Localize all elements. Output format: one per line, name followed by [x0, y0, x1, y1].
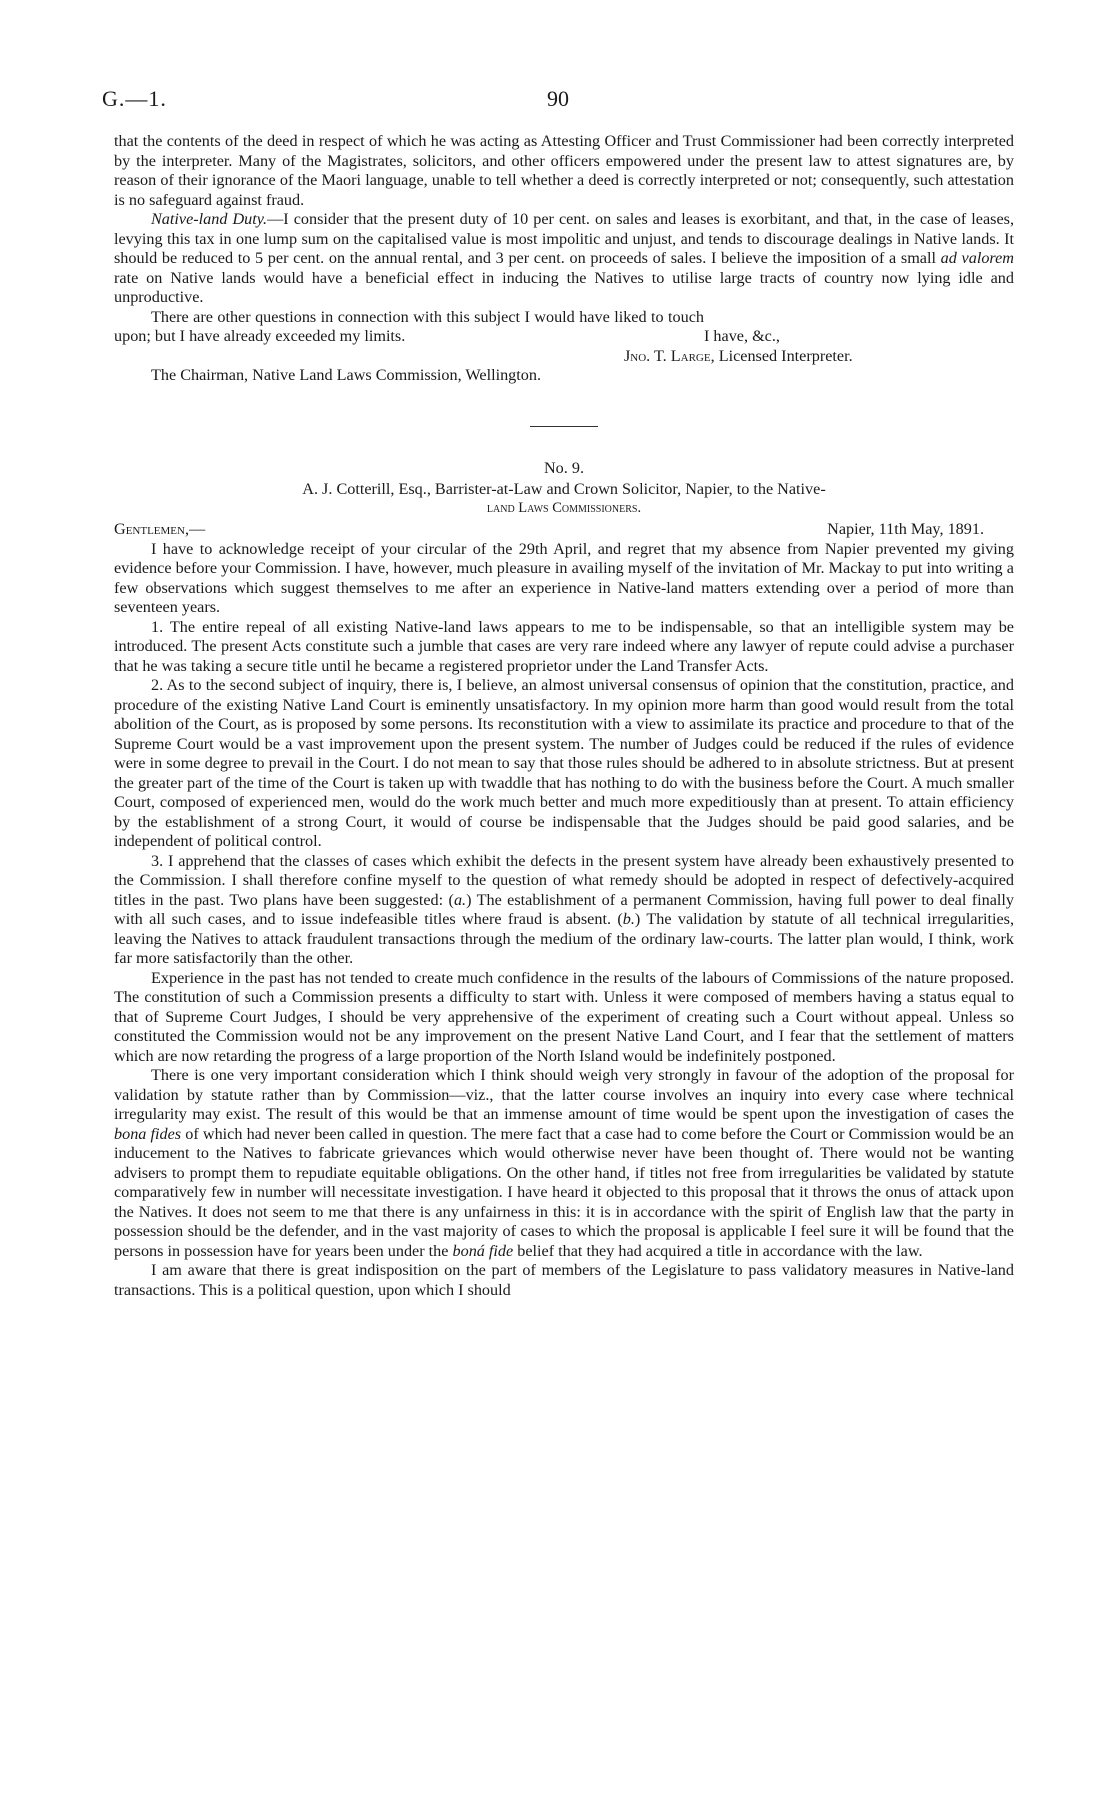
letter-paragraph-6	[114, 1066, 1014, 1261]
letter-paragraph-2: 1. The entire repeal of all existing Native-land laws appears to me to be indispensable, so that an intelligible system may be introduced. The present Acts constitute such a jumble that cases are very rare indeed where any lawyer of repute could advise a purchaser that he was taking a secure title until he became a registered proprietor under the Land Transfer Acts.	[114, 617, 1014, 675]
letter-title-line-2: land Laws Commissioners.	[486, 500, 642, 516]
p4-italic-b: b.	[622, 910, 635, 928]
other-questions-paragraph: There are other questions in connection with this subject I would have liked to touch upon; but I have already exceeded my limits.	[114, 307, 704, 345]
letter-paragraph-4	[114, 852, 1014, 969]
letter-number: No. 9.	[543, 458, 585, 477]
p6-italic-bona-fide: boná fide	[452, 1241, 514, 1260]
letter-paragraph-5: Experience in the past has not tended to create much confidence in the results of the labours of Commissions of the nature proposed. The constitution of such a Commission presents a difficulty to start with. Unless it were composed of members having a status equal to that of Supreme Court Judges, I should be very apprehensive of the experiment of creating such a Court without appeal. Unless so constituted the Commission would not be any improvement on the present Native Land Court, and I fear that the settlement of matters which are now retarding the progress of a large proportion of the North Island would be indefinitely postponed.	[114, 968, 1014, 1065]
p6-text-2: of which had never been called in question. The mere fact that a case had to come before the Court or Commission would be an inducement to the Natives to fabricate grievances which would otherwise never have been thought of. There would not be wanting advisers to prompt them to repudiate equitable obligations. On the other hand, if titles not free from irregularities be validated by statute comparatively few in number will necessitate investigation. I have heard it objected to this proposal that it throws the onus of attack upon the Natives. It does not seem to me that there is any unfairness in this: it is in accordance with the spirit of English law that the party in possession should be the defender, and in the vast majority of cases to which the proposal is applicable I feel sure it will be found that the persons in possession have for years been under the	[114, 1124, 1014, 1260]
closing-phrase: I have, &c.,	[704, 327, 780, 345]
p6-italic-bona-fides: bona fides	[114, 1124, 182, 1143]
p6-text-1: There is one very important consideration which I think should weigh very strongly in favour of the adoption of the proposal for validation by statute rather than by Commission—viz., that the latter course involves an inquiry into every case where technical irregularity may exist. The result of this would be that an immense amount of time would be spent upon the investigation of cases the	[114, 1066, 1014, 1123]
p4-text-3: ) The validation by statute of all technical irregularities, leaving the Natives to attack fraudulent transactions through the medium of the ordinary law-courts. The latter plan would, I think, work far more satisfactorily than the other.	[114, 910, 1014, 967]
salutation-row	[114, 520, 1014, 540]
letter-paragraph-7: I am aware that there is great indisposition on the part of members of the Legislature to pass validatory measures in Native-land transactions. This is a political question, upon which I should	[114, 1261, 1014, 1299]
duty-text-2: rate on Native lands would have a beneficial effect in inducing the Natives to utilise large tracts of country now lying idle and unproductive.	[114, 268, 1014, 306]
document-reference: G.—1.	[102, 86, 167, 111]
signature	[114, 347, 1014, 367]
letter-date: Napier, 11th May, 1891.	[827, 520, 984, 538]
p4-text-2: ) The establishment of a permanent Commission, having full power to deal finally with all such cases, and to issue indefeasible titles where fraud is absent. (	[114, 890, 1014, 928]
p4-text-1: 3. I apprehend that the classes of cases which exhibit the defects in the present system have already been exhaustively presented to the Commission. I shall therefore confine myself to the question of what remedy should be adopted in respect of defectively-acquired titles in the past. Two plans have been suggested: (	[114, 851, 1014, 909]
section-divider	[530, 426, 598, 427]
letter-paragraph-1: I have to acknowledge receipt of your circular of the 29th April, and regret that my absence from Napier prevented my giving evidence before your Commission. I have, however, much pleasure in availing myself of the invitation of Mr. Mackay to put into writing a few observations which suggest themselves to me after an experience in Native-land matters extending over a period of more than seventeen years.	[114, 539, 1014, 616]
body-text	[114, 132, 1014, 1300]
signature-title: , Licensed Interpreter.	[710, 346, 853, 365]
closing-row	[114, 308, 1014, 347]
letter-paragraph-3: 2. As to the second subject of inquiry, there is, I believe, an almost universal consensus of opinion that the constitution, practice, and procedure of the existing Native Land Court is eminently unsatisfactory. In my opinion more harm than good would result from the total abolition of the Court, as is proposed by some persons. Its reconstitution with a view to assimilate its practice and procedure to that of the Supreme Court would be a vast improvement upon the present system. The number of Judges could be reduced if the rules of evidence were in some degree to prevail in the Court. I do not mean to say that those rules should be adhered to in absolute strictness. But at present the greater part of the time of the Court is taken up with twaddle that has nothing to do with the business before the Court. A much smaller Court, composed of experienced men, would do the work much better and much more expeditiously than at present. To attain efficiency by the establishment of a strong Court, it would of course be indispensable that the Judges should be paid good salaries, and be independent of political control.	[114, 676, 1014, 850]
p4-italic-a: a.	[453, 890, 467, 909]
duty-italic-phrase: ad valorem	[940, 249, 1014, 267]
p6-text-3: belief that they had acquired a title in accordance with the law.	[513, 1241, 923, 1260]
page-number: 90	[547, 86, 569, 111]
letter-title	[114, 480, 1014, 518]
page-header	[102, 86, 1014, 116]
duty-text-1: —I consider that the present duty of 10 per cent. on sales and leases is exorbitant, and that, in the case of leases, levying this tax in one lump sum on the capitalised value is most impolitic and unjust, and tends to discourage dealings in Native lands. It should be reduced to 5 per cent. on the annual rental, and 3 per cent. on proceeds of sales. I believe the imposition of a small	[114, 210, 1014, 267]
salutation: Gentlemen,—	[114, 520, 206, 538]
intro-paragraph: that the contents of the deed in respect of which he was acting as Attesting Officer and Trust Commissioner had been correctly interpreted by the interpreter. Many of the Magistrates, solicitors, and other officers empowered under the present law to attest signatures are, by reason of their ignorance of the Maori language, unable to tell whether a deed is correctly interpreted or not; consequently, such attestation is no safeguard against fraud.	[114, 132, 1014, 209]
addressee: The Chairman, Native Land Laws Commission, Wellington.	[151, 366, 541, 384]
duty-heading: Native-land Duty.	[151, 210, 268, 228]
signature-name: Jno. T. Large	[624, 346, 711, 365]
letter-title-line-1: A. J. Cotterill, Esq., Barrister-at-Law and Crown Solicitor, Napier, to the Native-	[302, 480, 826, 498]
native-land-duty-paragraph	[114, 210, 1014, 308]
